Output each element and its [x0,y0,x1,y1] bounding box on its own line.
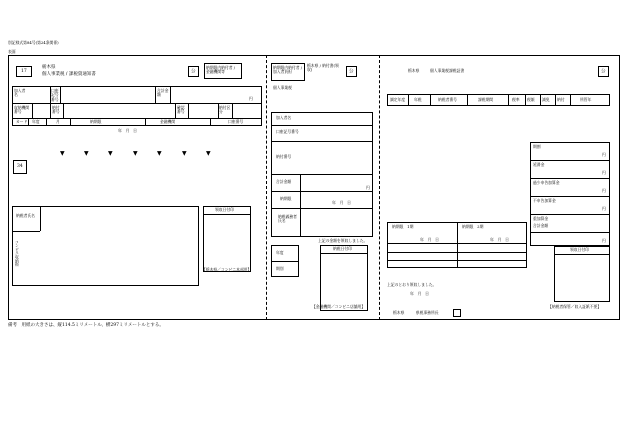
marker-2: ▼ [84,150,89,157]
marker-7: ▼ [206,150,211,157]
payer-name-label: 加入者名 [14,88,26,98]
right-seal: 公 [601,69,606,74]
notice-stamp-label: 領収日付印 [215,207,234,212]
tax-number-label: 納付番号 [52,105,60,115]
table-header-period: 課税期間 [478,97,494,102]
middle-field-taxpayer: 納税義務者氏名 [278,214,297,224]
notice-special-label: 納期限内納付者 / 金融機関等 [206,65,236,75]
middle-head-1-text: 納期限内納付者 / 加入者負担 [273,65,303,75]
middle-seal: 公 [349,69,354,74]
confirm-number-label: 確認番号 [177,105,185,115]
deadline-2: 納期限 2期 [462,224,484,229]
middle-field-deadline: 納期限 [280,196,292,201]
amount-installment: 期割 [533,144,541,149]
amount-total: 合計金額 [533,223,549,228]
form-number: 別記様式第84号(第24条関係) [8,40,59,45]
notice-number: 17 [21,69,27,74]
code-34: 34 [17,164,23,169]
marker-3: ▼ [108,150,113,157]
yen-unit-3: 円 [602,188,606,193]
right-issuer: 栃木県 県税事務所長 [393,310,439,315]
middle-head-2: 栃木県 / 納付書(領収) [307,63,339,73]
middle-footer: 【金融機関／コンビニ店舗用】 [312,304,366,309]
table-header-annual: 年税 [414,97,422,102]
convenience-fee-label: コンビニ収納料 [15,240,21,267]
yen-unit-5: 円 [602,238,606,243]
middle-field-tax-number: 納付番号 [276,154,292,159]
marker-5: ▼ [157,150,162,157]
table-header-taxpayer: 納税者番号 [438,97,457,102]
middle-receipt-note: 上記の金額を領収しました。 [318,238,368,243]
year-header: 年度 [32,119,40,124]
notice-stamp-box [203,206,251,272]
middle-yen-unit: 円 [366,185,370,190]
deadline-2-date: 年 月 日 [490,237,509,242]
payer-name: 納税者氏名 [16,213,35,218]
account-number-label: 口座記号番号 [51,88,59,102]
middle-year-label: 年度 [276,250,284,255]
side-label: 表面 [8,49,16,54]
right-footer: 【納税者保管／収入証紙不要】 [548,304,602,309]
yen-unit-4: 円 [602,206,606,211]
deadline-1: 納期限 1期 [392,224,414,229]
table-header-year: 調定年度 [390,97,406,102]
middle-stamp-box [320,245,368,311]
right-receipt-date: 年 月 日 [410,291,429,296]
middle-subtitle: 個人事業税 [273,85,292,90]
middle-stamp-label: 納税日付印 [333,246,352,251]
notice-date: 年 月 日 [118,128,137,133]
amount-underreport: 過少申告加算金 [533,180,560,185]
middle-deadline-date: 年 月 日 [332,200,351,205]
notice-prefecture: 栃木県 [42,65,56,70]
amount-heavy: 重加算金 [533,216,549,221]
bank-header: 金融機関 [160,119,176,124]
payment-class-label: 納付区分 [219,105,231,115]
right-stamp-label: 領収日付印 [570,247,589,252]
perforation-line-1 [266,55,267,320]
total-yen-unit: 円 [249,96,253,101]
yen-unit-1: 円 [602,152,606,157]
receipt-header: 口座番号 [228,119,244,124]
notice-label: 個人事業税 / 課税資通知書 [42,72,96,77]
middle-field-total: 合計金額 [276,179,292,184]
right-prefecture: 栃木県 [408,68,420,73]
perforation-line-2 [379,55,380,320]
middle-period-label: 期別 [276,266,284,271]
table-header-reduction: 減免 [542,97,550,102]
table-header-rate: 税率 [512,97,520,102]
table-header-office: 所管年 [580,97,592,102]
middle-field-payer: 加入者名 [276,115,292,120]
yen-unit-2: 円 [602,170,606,175]
right-amounts [530,142,610,246]
issuer-seal-box [453,309,461,317]
deadline-header: 納期限 [90,119,102,124]
card-header: カード [16,119,28,124]
marker-6: ▼ [182,150,187,157]
notice-stamp-note: 【栃木県／コンビニ本部用】 [202,267,252,272]
dimension-note: 備考 用紙の大きさは、縦114.5ミリメートル、横297ミリメートルとする。 [8,323,164,328]
collection-agency-label: 収納機関番号 [14,105,30,115]
right-receipt-note: 上記のとおり領収しました。 [387,282,437,287]
marker-4: ▼ [133,150,138,157]
middle-field-account: 口座記号番号 [276,129,299,134]
total-amount-label: 合計金額 [157,88,169,98]
month-header: 月 [56,119,60,124]
table-header-payment: 納付 [557,97,565,102]
marker-1: ▼ [60,150,65,157]
right-title: 個人事業税課税証書 [430,68,465,73]
amount-nonreport: 不申告加算金 [533,198,556,203]
table-header-amount: 税額 [527,97,535,102]
deadline-1-date: 年 月 日 [420,237,439,242]
amount-delinquency: 延滞金 [533,162,545,167]
notice-seal: 公 [191,69,196,74]
